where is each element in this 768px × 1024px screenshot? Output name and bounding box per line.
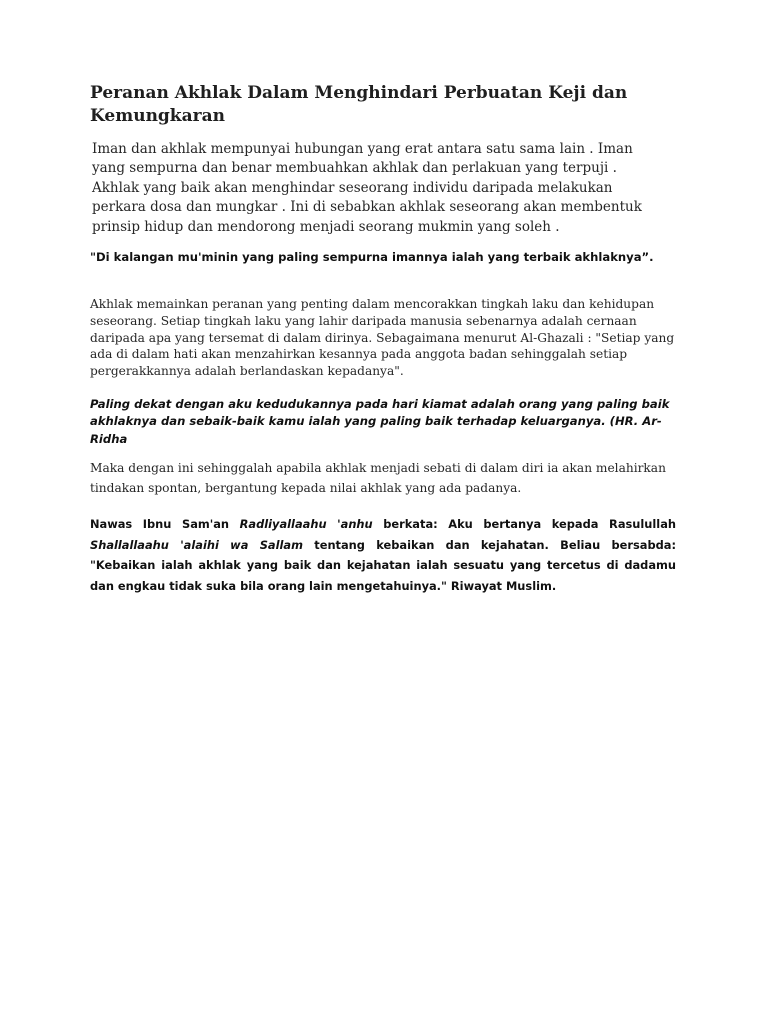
hadith-quote-2: Paling dekat dengan aku kedudukannya pada hari kiamat adalah orang yang paling baik akhlaknya dan sebaik-baik kamu ialah yang paling baik terhadap keluarganya. (HR. Ar-Ridha [90,397,670,446]
document-title: Peranan Akhlak Dalam Menghindari Perbuatan Keji dan Kemungkaran [90,83,628,126]
narration-paragraph [90,514,676,596]
hadith-quote-1: "Di kalangan mu'minin yang paling sempurna imannya ialah yang terbaik akhlaknya”. [90,250,654,265]
narration-part-3: berkata: Aku bertanya kepada Rasulullah [372,517,677,532]
narration-part-5: tentang kebaikan dan kejahatan. Beliau bersabda: "Kebaikan ialah akhlak yang baik dan kejahatan ialah sesuatu yang tercetus di dadamu dan engkau tidak suka bila orang lain mengetahuinya." Riwayat Muslim. [90,537,676,594]
narration-honorific-1: Radliyallaahu 'anhu [239,517,373,532]
spontaneous-action-paragraph: Maka dengan ini sehinggalah apabila akhlak menjadi sebati di dalam diri ia akan melahirkan tindakan spontan, bergantung kepada nilai akhlak yang ada padanya. [90,461,666,496]
document-content [90,82,676,597]
narration-honorific-2: Shallallaahu 'alaihi wa Sallam [90,537,303,552]
intro-paragraph: Iman dan akhlak mempunyai hubungan yang erat antara satu sama lain . Iman yang sempurna dan benar membuahkan akhlak dan perlakuan yang terpuji . Akhlak yang baik akan menghindar seseorang individu daripada melakukan perkara dosa dan mungkar . Ini di sebabkan akhlak seseorang akan membentuk prinsip hidup dan mendorong menjadi seorang mukmin yang soleh . [92,141,642,235]
akhlak-role-paragraph: Akhlak memainkan peranan yang penting dalam mencorakkan tingkah laku dan kehidupan seseorang. Setiap tingkah laku yang lahir daripada manusia sebenarnya adalah cernaan daripada apa yang tersemat di dalam dirinya. Sebagaimana menurut Al-Ghazali : "Setiap yang ada di dalam hati akan menzahirkan kesannya pada anggota badan sehinggalah setiap pergerakkannya adalah berlandaskan kepadanya". [90,297,675,379]
narration-part-1: Nawas Ibnu Sam'an [90,517,240,532]
